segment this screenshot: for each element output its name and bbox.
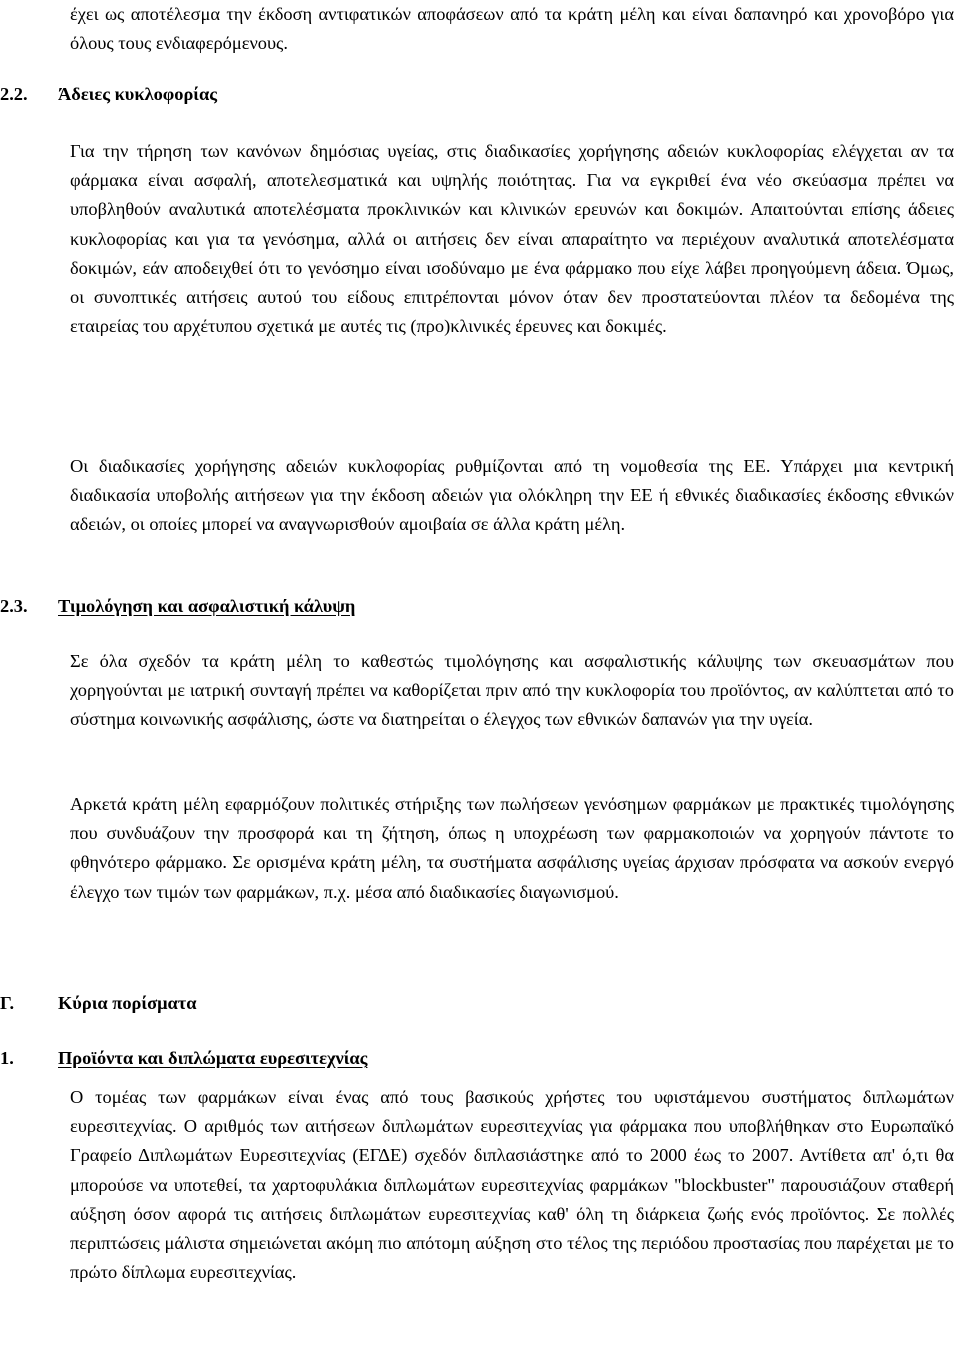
paragraph-patents-1: Ο τομέας των φαρμάκων είναι ένας από τους βασικούς χρήστες του υφιστάμενου συστήματος διπλωμάτων ευρεσιτεχνίας. Ο αριθμός των αιτήσεων διπλωμάτων ευρεσιτεχνίας για φάρμακα που υποβλήθηκαν στο Ευρωπαϊκό Γραφείο Διπλωμάτων Ευρεσιτεχνίας (ΕΓΔΕ) σχεδόν διπλασιάστηκε από το 2000 έως το 2007. Αντίθετα απ' ό,τι θα μπορούσε να υποτεθεί, τα χαρτοφυλάκια διπλωμάτων ευρεσιτεχνίας φαρμάκων "blockbuster" παρουσιάζουν σταθερή αύξηση όσον αφορά τις αιτήσεις διπλωμάτων ευρεσιτεχνίας καθ' όλη τη διάρκεια ζωής ενός προϊόντος. Σε πολλές περιπτώσεις μάλιστα σημειώνεται ακόμη πιο απότομη αύξηση στο τέλος της περιόδου προστασίας που παρέχεται με το πρώτο δίπλωμα ευρεσιτεχνίας.	[70, 1087, 954, 1283]
section-number: 2.3.	[0, 596, 28, 616]
section-title: Προϊόντα και διπλώματα ευρεσιτεχνίας	[58, 1048, 368, 1068]
intro-paragraph: έχει ως αποτέλεσμα την έκδοση αντιφατικών αποφάσεων από τα κράτη μέλη και είναι δαπανηρό και χρονοβόρο για όλους τους ενδιαφερόμενους.	[70, 4, 954, 54]
section-title: Τιμολόγηση και ασφαλιστική κάλυψη	[58, 596, 356, 616]
section-title: Άδειες κυκλοφορίας	[58, 84, 218, 104]
paragraph-pricing-1: Σε όλα σχεδόν τα κράτη μέλη το καθεστώς τιμολόγησης και ασφαλιστικής κάλυψης των σκευασμάτων που χορηγούνται με ιατρική συνταγή πρέπει να καθορίζεται πριν από την κυκλοφορία του προϊόντος, αν καλύπτεται από το σύστημα κοινωνικής ασφάλισης, ώστε να διατηρείται ο έλεγχος των εθνικών δαπανών για την υγεία.	[70, 651, 954, 730]
section-number: 1.	[0, 1048, 14, 1068]
section-number: Γ.	[0, 993, 15, 1013]
paragraph-marketing-auth-1: Για την τήρηση των κανόνων δημόσιας υγείας, στις διαδικασίες χορήγησης αδειών κυκλοφορίας ελέγχεται αν τα φάρμακα είναι ασφαλή, αποτελεσματικά και υψηλής ποιότητας. Για να εγκριθεί ένα νέο σκεύασμα πρέπει να υποβληθούν αναλυτικά αποτελέσματα προκλινικών και κλινικών ερευνών και δοκιμών. Απαιτούνται επίσης άδειες κυκλοφορίας και για τα γενόσημα, αλλά οι αιτήσεις δεν είναι απαραίτητο να περιέχουν αναλυτικά αποτελέσματα δοκιμών, εάν αποδειχθεί ότι το γενόσημο είναι ισοδύναμο με ένα φάρμακο που είχε λάβει προηγούμενη άδεια. Όμως, οι συνοπτικές αιτήσεις αυτού του είδους επιτρέπονται μόνον όταν δεν προστατεύονται πλέον τα δεδομένα της εταιρείας του αρχέτυπου σχετικά με αυτές τις (προ)κλινικές έρευνες και δοκιμές.	[70, 141, 954, 337]
section-title: Κύρια πορίσματα	[58, 993, 197, 1013]
paragraph-pricing-2: Αρκετά κράτη μέλη εφαρμόζουν πολιτικές στήριξης των πωλήσεων γενόσημων φαρμάκων με πρακτικές τιμολόγησης που συνδυάζουν την προσφορά και τη ζήτηση, όπως η υποχρέωση των φαρμακοποιών να χορηγούν πάντοτε το φθηνότερο φάρμακο. Σε ορισμένα κράτη μέλη, τα συστήματα ασφάλισης υγείας άρχισαν πρόσφατα να ασκούν ενεργό έλεγχο των τιμών των φαρμάκων, π.χ. μέσα από διαδικασίες διαγωνισμού.	[70, 794, 954, 902]
section-number: 2.2.	[0, 84, 28, 104]
paragraph-marketing-auth-2: Οι διαδικασίες χορήγησης αδειών κυκλοφορίας ρυθμίζονται από τη νομοθεσία της ΕΕ. Υπάρχει μια κεντρική διαδικασία υποβολής αιτήσεων για την έκδοση αδειών για ολόκληρη την ΕΕ ή εθνικές διαδικασίες έκδοσης εθνικών αδειών, οι οποίες μπορεί να αναγνωρισθούν αμοιβαία σε άλλα κράτη μέλη.	[70, 456, 954, 535]
